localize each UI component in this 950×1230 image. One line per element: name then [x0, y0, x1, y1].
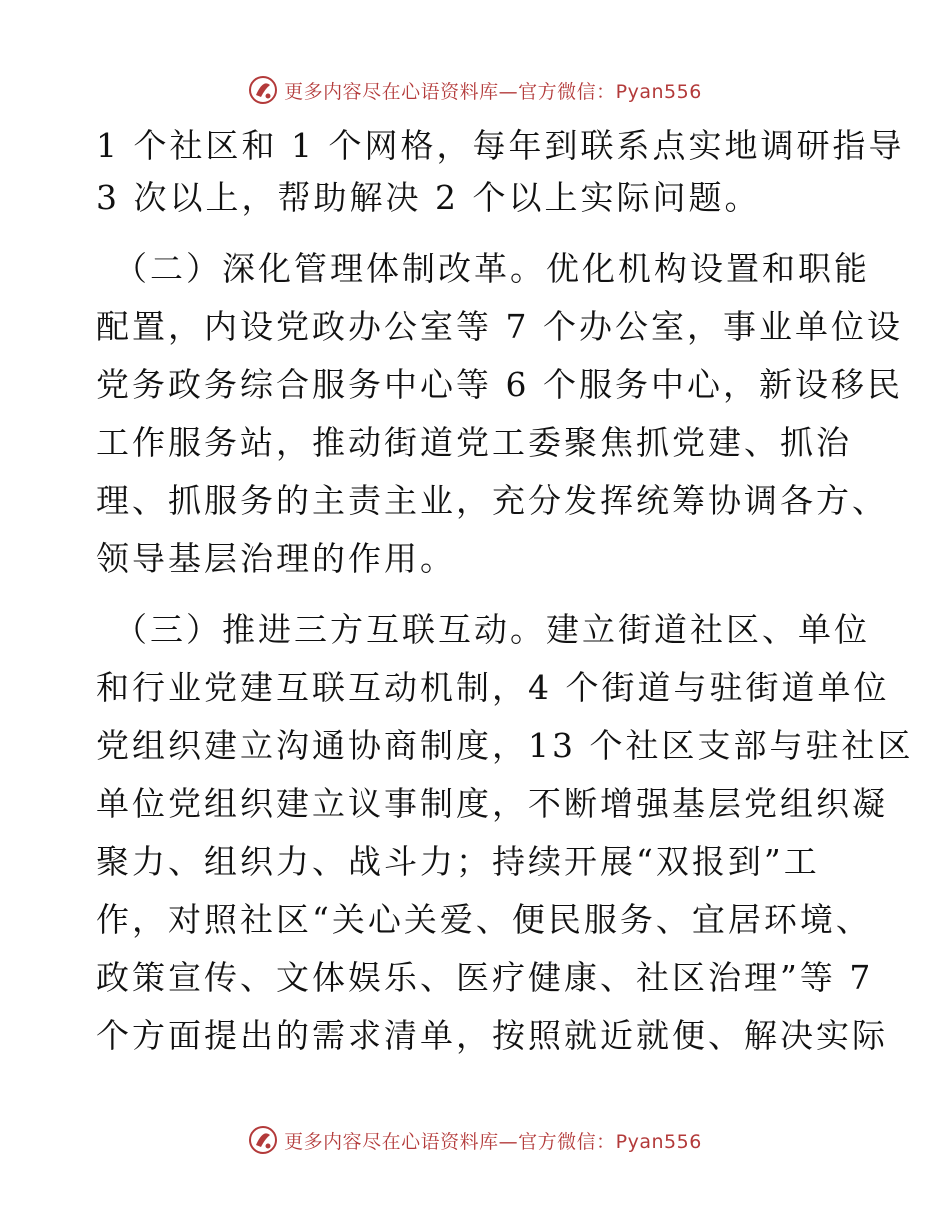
- text-line: 理、抓服务的主责主业，充分发挥统筹协调各方、: [96, 481, 888, 520]
- text-line: （三）推进三方互联互动。建立街道社区、单位: [114, 610, 870, 649]
- logo-icon: [248, 1125, 278, 1155]
- text-line: 工作服务站，推动街道党工委聚焦抓党建、抓治: [96, 423, 852, 462]
- text-line: 配置，内设党政办公室等 7 个办公室，事业单位设: [96, 307, 903, 346]
- header-watermark: [0, 70, 950, 110]
- text-line: 党务政务综合服务中心等 6 个服务中心，新设移民: [96, 365, 903, 404]
- footer-watermark-text: 更多内容尽在心语资料库—官方微信：Pyan556: [284, 1130, 702, 1153]
- text-line: 作，对照社区“关心关爱、便民服务、宜居环境、: [96, 900, 872, 939]
- text-line: 党组织建立沟通协商制度，13 个社区支部与驻社区: [96, 726, 914, 765]
- text-line: 个方面提出的需求清单，按照就近就便、解决实际: [96, 1016, 888, 1055]
- text-line: （二）深化管理体制改革。优化机构设置和职能: [114, 249, 870, 288]
- paragraph-2: [96, 243, 903, 585]
- footer-watermark: [0, 1120, 950, 1160]
- document-body: [96, 120, 914, 1062]
- text-line: 领导基层治理的作用。: [96, 539, 456, 578]
- text-line: 聚力、组织力、战斗力；持续开展“双报到”工: [96, 842, 820, 881]
- text-line: 3 次以上，帮助解决 2 个以上实际问题。: [96, 178, 761, 217]
- paragraph-3: [96, 604, 914, 1062]
- text-line: 政策宣传、文体娱乐、医疗健康、社区治理”等 7: [96, 958, 874, 997]
- text-line: 和行业党建互联互动机制，4 个街道与驻街道单位: [96, 668, 890, 707]
- logo-icon: [248, 75, 278, 105]
- header-watermark-text: 更多内容尽在心语资料库—官方微信：Pyan556: [284, 80, 702, 103]
- text-line: 1 个社区和 1 个网格，每年到联系点实地调研指导: [96, 126, 905, 165]
- text-line: 单位党组织建立议事制度，不断增强基层党组织凝: [96, 784, 888, 823]
- paragraph-1: [96, 120, 905, 224]
